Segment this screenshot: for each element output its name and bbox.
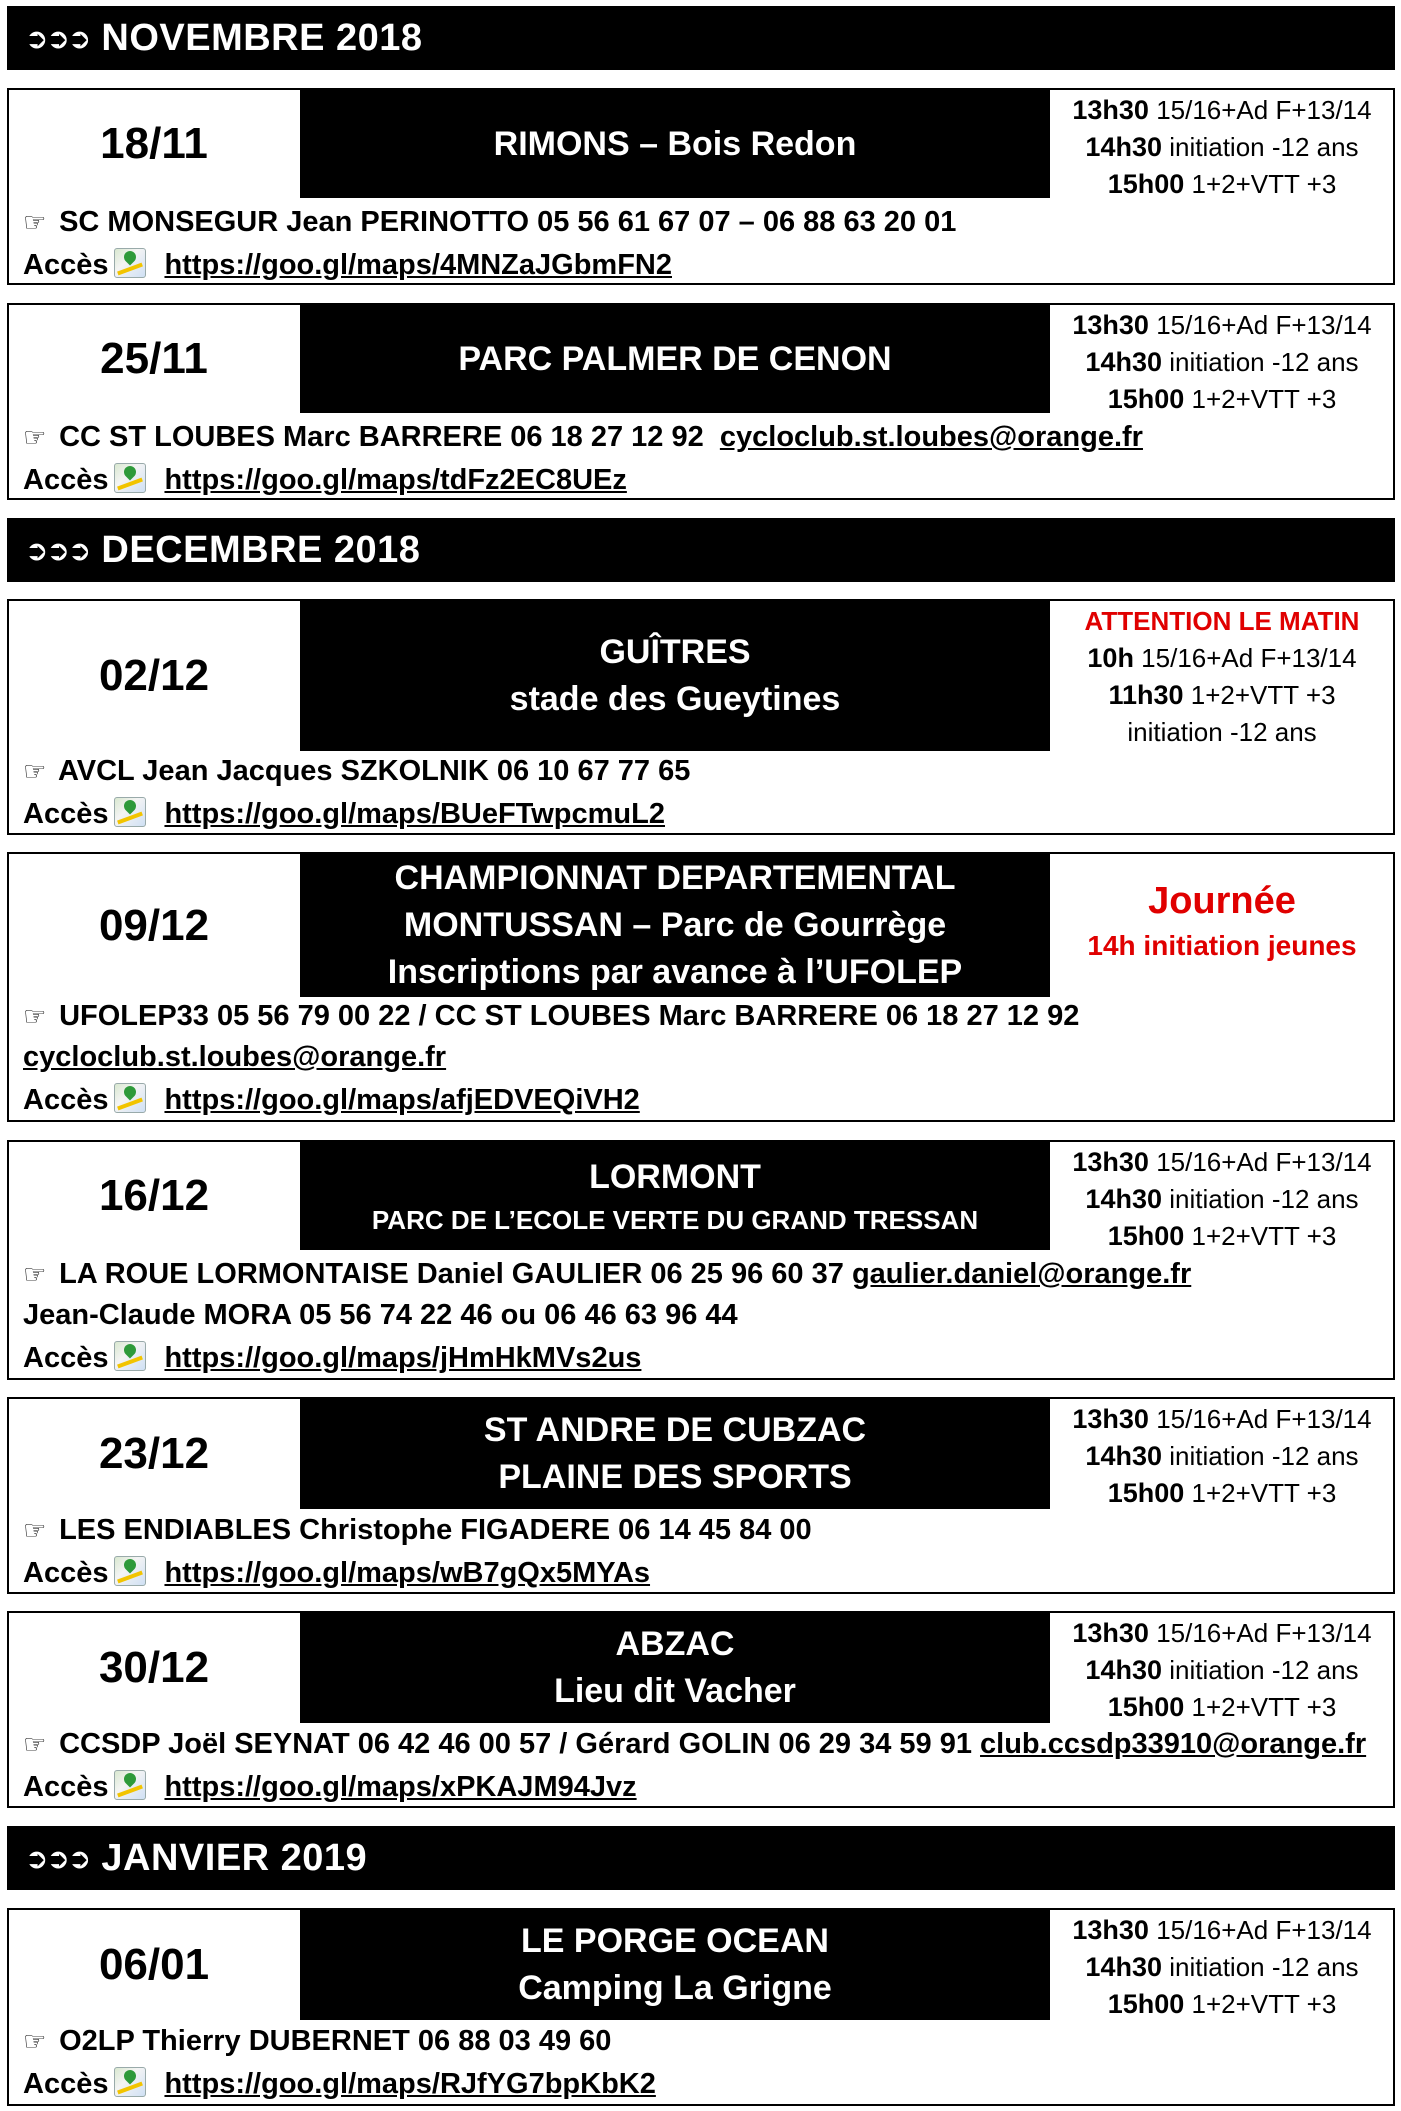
club-contact: ☞ SC MONSEGUR Jean PERINOTTO 05 56 61 67 07 – 06 88 63 20 01	[23, 202, 956, 242]
event-times: 13h30 15/16+Ad F+13/14 14h30 initiation -12 ans 15h00 1+2+VTT +3	[1072, 95, 1372, 199]
event-date: 16/12	[98, 1171, 210, 1220]
pointing-hand-icon: ☞	[23, 2026, 47, 2056]
map-icon[interactable]	[114, 1083, 146, 1113]
event-venue	[300, 1613, 1050, 1723]
event-date: 02/12	[98, 651, 210, 700]
club-contact: ☞ LA ROUE LORMONTAISE Daniel GAULIER 06 25 96 60 37 gaulier.daniel@orange.fr	[23, 1254, 1191, 1294]
event-times: 13h30 15/16+Ad F+13/14 14h30 initiation -12 ans 15h00 1+2+VTT +3	[1072, 1147, 1372, 1251]
pointing-hand-icon: ☞	[23, 1729, 47, 1759]
event-date: 30/12	[98, 1643, 210, 1692]
access-line: Accès https://goo.gl/maps/wB7gQx5MYAs	[23, 1557, 651, 1589]
event-card	[7, 1397, 1395, 1594]
event-times: 13h30 15/16+Ad F+13/14 14h30 initiation -12 ans 15h00 1+2+VTT +3	[1072, 1915, 1372, 2019]
month-header-january	[7, 1826, 1395, 1890]
club-contact: ☞ LES ENDIABLES Christophe FIGADERE 06 14 45 84 00	[23, 1510, 812, 1550]
event-card	[7, 599, 1395, 835]
event-date: 09/12	[98, 900, 210, 950]
venue-line: LORMONT	[589, 1157, 761, 1196]
venue-line: Camping La Grigne	[518, 1969, 832, 2007]
map-icon[interactable]	[114, 797, 146, 827]
venue-line: stade des Gueytines	[509, 680, 841, 718]
event-card	[7, 852, 1395, 1122]
arrows-icon: ➲➲➲	[25, 22, 90, 54]
arrows-icon: ➲➲➲	[25, 1842, 90, 1874]
event-venue	[300, 1399, 1050, 1509]
venue-line: MONTUSSAN – Parc de Gourrège	[403, 906, 947, 944]
club-contact: ☞ CCSDP Joël SEYNAT 06 42 46 00 57 / Gérard GOLIN 06 29 34 59 91 club.ccsdp33910@orange.fr	[23, 1724, 1366, 1764]
event-venue	[300, 305, 1050, 413]
event-times	[1052, 876, 1392, 966]
event-times: ATTENTION LE MATIN 10h 15/16+Ad F+13/14 11h30 1+2+VTT +3 initiation -12 ans	[1052, 603, 1392, 751]
event-date: 18/11	[100, 119, 208, 168]
map-link[interactable]: https://goo.gl/maps/jHmHkMVs2us	[164, 1342, 642, 1374]
club-contact: ☞ O2LP Thierry DUBERNET 06 88 03 49 60	[23, 2021, 611, 2061]
event-times: 13h30 15/16+Ad F+13/14 14h30 initiation -12 ans 15h00 1+2+VTT +3	[1072, 310, 1372, 414]
club-contact: ☞ AVCL Jean Jacques SZKOLNIK 06 10 67 77 65	[23, 751, 690, 791]
access-line: Accès https://goo.gl/maps/xPKAJM94Jvz	[23, 1771, 637, 1803]
month-header-november	[7, 6, 1395, 70]
venue-line: LE PORGE OCEAN	[521, 1922, 829, 1960]
map-icon[interactable]	[114, 248, 146, 278]
access-line: Accès https://goo.gl/maps/RJfYG7bpKbK2	[23, 2068, 656, 2100]
email-link[interactable]: gaulier.daniel@orange.fr	[851, 1258, 1192, 1290]
venue-line: ABZAC	[615, 1625, 735, 1663]
event-venue	[300, 90, 1050, 198]
email-link[interactable]: club.ccsdp33910@orange.fr	[980, 1728, 1367, 1760]
event-venue	[300, 601, 1050, 751]
email-line	[23, 1037, 446, 1077]
venue-line: RIMONS – Bois Redon	[493, 124, 857, 163]
venue-line: GUÎTRES	[599, 633, 751, 671]
event-date: 23/12	[98, 1429, 210, 1478]
arrows-icon: ➲➲➲	[25, 534, 90, 566]
pointing-hand-icon: ☞	[23, 422, 47, 452]
access-line: Accès https://goo.gl/maps/4MNZaJGbmFN2	[23, 249, 672, 281]
event-times: 13h30 15/16+Ad F+13/14 14h30 initiation -12 ans 15h00 1+2+VTT +3	[1072, 1618, 1372, 1722]
club-contact-2: Jean-Claude MORA 05 56 74 22 46 ou 06 46 63 96 44	[23, 1299, 738, 1331]
venue-line: CHAMPIONNAT DEPARTEMENTAL	[394, 859, 956, 897]
map-link[interactable]: https://goo.gl/maps/wB7gQx5MYAs	[164, 1557, 651, 1589]
map-link[interactable]: https://goo.gl/maps/tdFz2EC8UEz	[164, 464, 627, 496]
map-link[interactable]: https://goo.gl/maps/4MNZaJGbmFN2	[164, 249, 672, 281]
venue-line: PLAINE DES SPORTS	[498, 1458, 852, 1496]
month-title: JANVIER 2019	[101, 1836, 368, 1879]
month-header-december	[7, 518, 1395, 582]
map-icon[interactable]	[114, 1556, 146, 1586]
event-card	[7, 88, 1395, 285]
email-link[interactable]: cycloclub.st.loubes@orange.fr	[719, 421, 1143, 453]
full-day-label: Journée	[1148, 880, 1296, 922]
event-card	[7, 1908, 1395, 2106]
club-contact: ☞ UFOLEP33 05 56 79 00 22 / CC ST LOUBES Marc BARRERE 06 18 27 12 92	[23, 996, 1079, 1036]
event-card	[7, 1611, 1395, 1808]
youth-initiation-label: 14h initiation jeunes	[1087, 930, 1357, 961]
pointing-hand-icon: ☞	[23, 1515, 47, 1545]
map-link[interactable]: https://goo.gl/maps/RJfYG7bpKbK2	[164, 2068, 656, 2100]
event-card	[7, 303, 1395, 500]
access-line: Accès https://goo.gl/maps/tdFz2EC8UEz	[23, 464, 627, 496]
access-line: Accès https://goo.gl/maps/BUeFTwpcmuL2	[23, 798, 665, 830]
map-icon[interactable]	[114, 463, 146, 493]
pointing-hand-icon: ☞	[23, 207, 47, 237]
access-line: Accès https://goo.gl/maps/jHmHkMVs2us	[23, 1342, 642, 1374]
map-icon[interactable]	[114, 1341, 146, 1371]
event-venue	[300, 1910, 1050, 2020]
event-venue	[300, 1142, 1050, 1250]
venue-line: ST ANDRE DE CUBZAC	[483, 1411, 867, 1449]
map-link[interactable]: https://goo.gl/maps/BUeFTwpcmuL2	[164, 798, 665, 830]
month-title: NOVEMBRE 2018	[101, 16, 423, 59]
event-date: 25/11	[100, 334, 208, 383]
event-times: 13h30 15/16+Ad F+13/14 14h30 initiation -12 ans 15h00 1+2+VTT +3	[1072, 1404, 1372, 1508]
map-link[interactable]: https://goo.gl/maps/afjEDVEQiVH2	[164, 1084, 640, 1116]
map-icon[interactable]	[114, 1770, 146, 1800]
email-link[interactable]: cycloclub.st.loubes@orange.fr	[23, 1041, 447, 1073]
venue-line: PARC DE L’ECOLE VERTE DU GRAND TRESSAN	[371, 1204, 979, 1235]
event-venue	[300, 854, 1050, 997]
venue-line: PARC PALMER DE CENON	[458, 339, 892, 378]
venue-line: Lieu dit Vacher	[554, 1672, 796, 1710]
pointing-hand-icon: ☞	[23, 1001, 47, 1031]
pointing-hand-icon: ☞	[23, 1259, 47, 1289]
warning-text: ATTENTION LE MATIN	[1084, 606, 1360, 636]
club-contact: ☞ CC ST LOUBES Marc BARRERE 06 18 27 12 92 cycloclub.st.loubes@orange.fr	[23, 417, 1143, 457]
map-icon[interactable]	[114, 2067, 146, 2097]
venue-line: Inscriptions par avance à l’UFOLEP	[387, 953, 963, 991]
event-date: 06/01	[98, 1940, 210, 1989]
access-line: Accès https://goo.gl/maps/afjEDVEQiVH2	[23, 1084, 640, 1116]
pointing-hand-icon: ☞	[23, 756, 47, 786]
event-card	[7, 1140, 1395, 1380]
month-title: DECEMBRE 2018	[101, 528, 421, 571]
map-link[interactable]: https://goo.gl/maps/xPKAJM94Jvz	[164, 1771, 637, 1803]
